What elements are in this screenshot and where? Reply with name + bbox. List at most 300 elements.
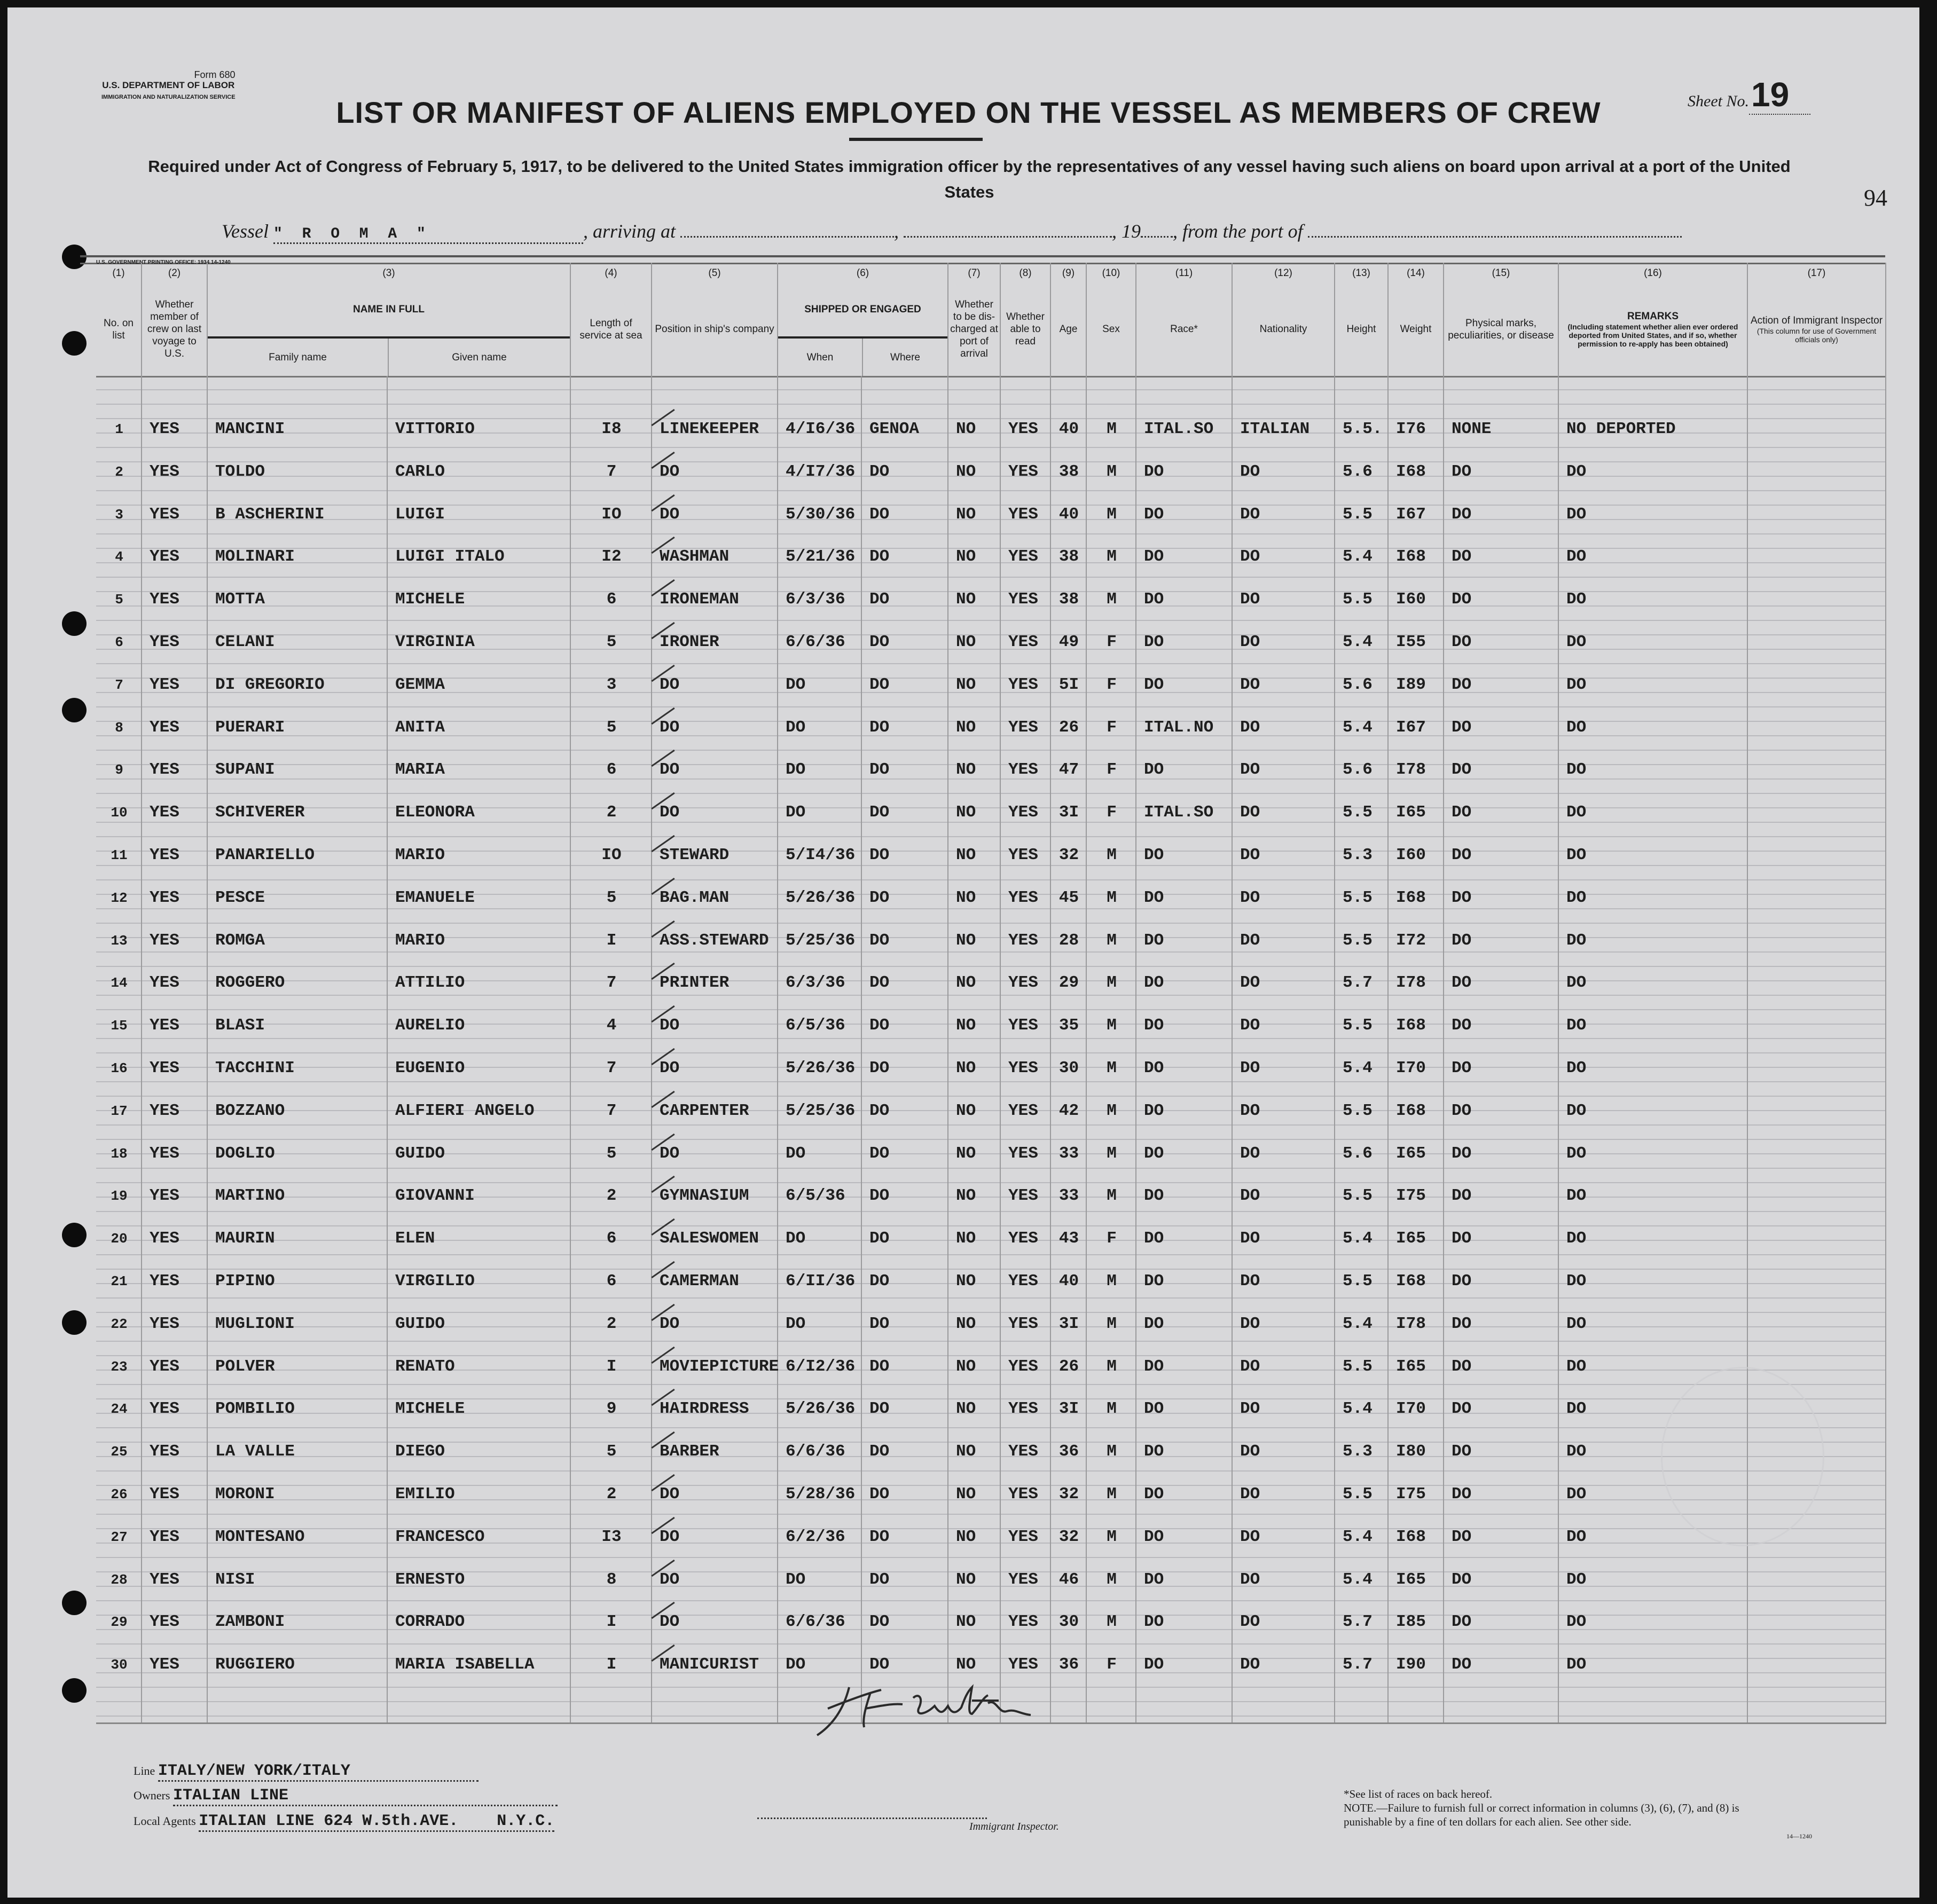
cell-nationality: DO [1240,931,1260,950]
cell-sex: M [1107,1399,1117,1419]
cell-age: 26 [1058,1357,1079,1376]
cell-physical-marks: DO [1452,1314,1472,1333]
cell-position: DO [660,1016,680,1035]
cell-race: DO [1144,1059,1164,1077]
cell-weight: I68 [1396,462,1426,481]
punch-hole [62,1678,87,1703]
cell-discharged: NO [956,760,976,780]
cell-length-of-service: 5 [606,1144,617,1163]
cell-shipped-where: DO [869,462,890,481]
cell-height: 5.7 [1343,1655,1373,1674]
cell-physical-marks: DO [1452,718,1472,737]
cell-physical-marks: DO [1452,1442,1472,1461]
column-header-discharged [948,263,1001,376]
cell-discharged: NO [956,803,976,822]
cell-crew-last-voyage: YES [150,1314,179,1333]
cell-inspector-action [1748,839,1886,871]
cell-given-name: MARIO [395,846,445,864]
inspector-signature-line [757,1818,987,1819]
cell-able-to-read: YES [1008,1059,1038,1077]
cell-height: 5.7 [1343,973,1373,993]
cell-crew-last-voyage: YES [150,590,179,609]
cell-length-of-service: 9 [606,1399,617,1419]
cell-weight: I68 [1396,1527,1426,1546]
cell-shipped-when: DO [786,1655,806,1674]
cell-family-name: PIPINO [215,1272,275,1291]
cell-position: MOVIEPICTURE [660,1357,779,1376]
cell-inspector-action [1748,1010,1886,1042]
cell-inspector-action [1748,541,1886,573]
cell-discharged: NO [956,1144,976,1163]
cell-race: DO [1144,1442,1164,1461]
cell-discharged: NO [956,675,976,694]
cell-physical-marks: DO [1452,1357,1472,1376]
cell-height: 5.6 [1343,760,1373,780]
cell-age: 29 [1058,973,1079,993]
cell-position: DO [660,1570,680,1589]
cell-sex: F [1107,1655,1117,1674]
cell-physical-marks: DO [1452,1399,1472,1419]
owners-field [134,1787,558,1806]
table-row [96,1223,1886,1255]
cell-age: 45 [1058,888,1079,907]
cell-age: 5I [1058,675,1079,694]
cell-race: DO [1144,590,1164,609]
column-number: (5) [708,267,721,279]
cell-nationality: DO [1240,760,1260,780]
cell-shipped-when: 6/6/36 [786,1612,845,1632]
cell-height: 5.3 [1343,846,1373,864]
cell-remarks: DO [1566,846,1587,864]
cell-crew-last-voyage: YES [150,462,179,481]
cell-row-number: 5 [115,592,123,608]
column-header-nationality [1233,263,1335,376]
cell-age: 42 [1058,1101,1079,1120]
cell-nationality: DO [1240,462,1260,481]
table-row [96,413,1886,445]
cell-nationality: DO [1240,1186,1260,1206]
column-number: (9) [1062,267,1075,279]
cell-given-name: RENATO [395,1357,455,1376]
cell-given-name: VIRGINIA [395,633,475,651]
cell-given-name: ANITA [395,718,445,737]
cell-row-number: 14 [111,975,128,992]
cell-position: DO [660,1527,680,1546]
cell-weight: I67 [1396,718,1426,737]
cell-race: DO [1144,1485,1164,1504]
cell-length-of-service: I8 [601,420,622,438]
cell-shipped-when: DO [786,1144,806,1163]
table-row [96,1180,1886,1212]
cell-able-to-read: YES [1008,633,1038,651]
cell-remarks: DO [1566,1016,1587,1035]
column-label: Age [1059,324,1078,335]
cell-given-name: GUIDO [395,1314,445,1333]
cell-row-number: 12 [111,890,128,906]
cell-race: DO [1144,846,1164,864]
cell-able-to-read: YES [1008,1612,1038,1632]
cell-sex: M [1107,1101,1117,1120]
cell-crew-last-voyage: YES [150,1442,179,1461]
column-number: (3) [382,267,395,279]
cell-shipped-where: DO [869,1357,890,1376]
cell-length-of-service: 6 [606,1229,617,1248]
cell-shipped-when: DO [786,675,806,694]
cell-shipped-when: DO [786,803,806,822]
cell-given-name: GIOVANNI [395,1186,475,1206]
cell-height: 5.4 [1343,547,1373,567]
cell-weight: I70 [1396,1059,1426,1077]
cell-position: DO [660,1485,680,1504]
cell-position: ASS.STEWARD [660,931,769,950]
cell-shipped-when: 6/2/36 [786,1527,845,1546]
cell-given-name: DIEGO [395,1442,445,1461]
cell-remarks: DO [1566,633,1587,651]
cell-row-number: 18 [111,1145,128,1162]
cell-height: 5.4 [1343,1570,1373,1589]
cell-crew-last-voyage: YES [150,505,179,524]
column-number: (15) [1492,267,1510,279]
column-subheader: Family name [208,339,389,376]
cell-weight: I68 [1396,1101,1426,1120]
crew-manifest-table [96,263,1886,1724]
department-name: U.S. DEPARTMENT OF LABOR [102,80,235,90]
cell-shipped-where: DO [869,1059,890,1077]
cell-weight: I70 [1396,1399,1426,1419]
cell-race: DO [1144,931,1164,950]
cell-length-of-service: I [606,1612,617,1632]
cell-physical-marks: DO [1452,1186,1472,1206]
cell-row-number: 16 [111,1060,128,1076]
service-name: IMMIGRATION AND NATURALIZATION SERVICE [101,94,236,100]
cell-sex: M [1107,1144,1117,1163]
cell-discharged: NO [956,1059,976,1077]
column-label: Sex [1102,324,1120,335]
column-label: Position in ship's company [655,324,774,335]
arriving-label: , arriving at [583,221,676,242]
cell-shipped-where: DO [869,1655,890,1674]
cell-row-number: 4 [115,549,123,565]
cell-nationality: DO [1240,1570,1260,1589]
cell-family-name: PUERARI [215,718,285,737]
cell-length-of-service: I [606,1655,617,1674]
cell-family-name: MARTINO [215,1186,285,1206]
cell-row-number: 20 [111,1231,128,1247]
punch-hole [62,331,87,356]
cell-remarks: DO [1566,1229,1587,1248]
cell-length-of-service: I3 [601,1527,622,1546]
cell-crew-last-voyage: YES [150,1612,179,1632]
cell-remarks: DO [1566,505,1587,524]
cell-position: LINEKEEPER [660,420,759,438]
cell-shipped-when: 6/II/36 [786,1272,856,1291]
table-row [96,1521,1886,1553]
cell-inspector-action [1748,1649,1886,1681]
cell-row-number: 28 [111,1571,128,1588]
cell-given-name: CARLO [395,462,445,481]
cell-nationality: DO [1240,803,1260,822]
cell-physical-marks: DO [1452,1570,1472,1589]
cell-nationality: DO [1240,633,1260,651]
cell-shipped-where: DO [869,1144,890,1163]
cell-able-to-read: YES [1008,973,1038,993]
cell-crew-last-voyage: YES [150,1229,179,1248]
page-title: LIST OR MANIFEST OF ALIENS EMPLOYED ON THE VESSEL AS MEMBERS OF CREW [336,96,1601,129]
cell-shipped-where: DO [869,1442,890,1461]
cell-remarks: DO [1566,1527,1587,1546]
column-label: Physical marks, peculiarities, or disease [1448,317,1554,341]
cell-length-of-service: 5 [606,888,617,907]
cell-shipped-when: 6/3/36 [786,590,845,609]
cell-crew-last-voyage: YES [150,1485,179,1504]
cell-weight: I80 [1396,1442,1426,1461]
cell-discharged: NO [956,590,976,609]
cell-given-name: EMANUELE [395,888,475,907]
cell-remarks: DO [1566,1570,1587,1589]
cell-length-of-service: 5 [606,1442,617,1461]
cell-weight: I65 [1396,1144,1426,1163]
cell-inspector-action [1748,1138,1886,1170]
cell-physical-marks: DO [1452,1527,1472,1546]
cell-sex: M [1107,1570,1117,1589]
table-row [96,1606,1886,1638]
cell-shipped-when: DO [786,718,806,737]
cell-crew-last-voyage: YES [150,760,179,780]
cell-inspector-action [1748,1052,1886,1084]
column-header-age [1051,263,1087,376]
cell-shipped-when: DO [786,1229,806,1248]
cell-able-to-read: YES [1008,1485,1038,1504]
cell-weight: I65 [1396,1229,1426,1248]
cell-remarks: DO [1566,888,1587,907]
cell-discharged: NO [956,633,976,651]
cell-sex: F [1107,675,1117,694]
column-note: (Including statement whether alien ever ordered deported from United States, and if so, whether permission to re-apply has been obtained) [1567,322,1738,348]
cell-nationality: DO [1240,1357,1260,1376]
cell-discharged: NO [956,1527,976,1546]
table-row [96,1095,1886,1127]
cell-crew-last-voyage: YES [150,1655,179,1674]
cell-physical-marks: DO [1452,505,1472,524]
table-row [96,712,1886,744]
cell-age: 3I [1058,1314,1079,1333]
column-label: Whether to be dis-charged at port of arrival [950,299,998,359]
cell-length-of-service: 2 [606,803,617,822]
cell-family-name: DOGLIO [215,1144,275,1163]
cell-shipped-when: 6/5/36 [786,1016,845,1035]
cell-height: 5.5 [1343,1485,1373,1504]
cell-age: 38 [1058,547,1079,567]
column-label: Nationality [1259,324,1307,335]
cell-family-name: MORONI [215,1485,275,1504]
cell-physical-marks: DO [1452,760,1472,780]
cell-discharged: NO [956,547,976,567]
cell-position: PRINTER [660,973,730,993]
cell-inspector-action [1748,754,1886,786]
cell-age: 38 [1058,462,1079,481]
cell-crew-last-voyage: YES [150,803,179,822]
footnote [1344,1787,1782,1829]
cell-inspector-action [1748,1308,1886,1340]
cell-sex: F [1107,1229,1117,1248]
cell-race: ITAL.SO [1144,420,1214,438]
cell-crew-last-voyage: YES [150,888,179,907]
cell-length-of-service: 7 [606,1059,617,1077]
cell-inspector-action [1748,967,1886,999]
cell-remarks: DO [1566,1612,1587,1632]
column-number: (1) [112,267,125,279]
cell-given-name: ELEN [395,1229,435,1248]
column-header-race [1136,263,1233,376]
column-label: No. on list [104,317,134,341]
cell-sex: M [1107,505,1117,524]
cell-inspector-action [1748,413,1886,445]
cell-given-name: VITTORIO [395,420,475,438]
embossed-seal [1661,1367,1824,1546]
cell-family-name: TACCHINI [215,1059,295,1077]
cell-discharged: NO [956,1655,976,1674]
cell-discharged: NO [956,462,976,481]
cell-race: DO [1144,1272,1164,1291]
column-header-sex [1087,263,1136,376]
cell-race: DO [1144,1570,1164,1589]
cell-remarks: NO DEPORTED [1566,420,1676,438]
cell-physical-marks: DO [1452,547,1472,567]
page-number: 94 [1864,185,1887,211]
table-body [96,376,1886,1724]
cell-shipped-when: 5/25/36 [786,931,856,950]
cell-shipped-where: DO [869,505,890,524]
cell-height: 5.5 [1343,1101,1373,1120]
cell-able-to-read: YES [1008,420,1038,438]
cell-given-name: EUGENIO [395,1059,465,1077]
cell-inspector-action [1748,797,1886,829]
column-number: (13) [1352,267,1370,279]
cell-discharged: NO [956,1272,976,1291]
cell-physical-marks: DO [1452,1016,1472,1035]
cell-height: 5.4 [1343,1527,1373,1546]
cell-discharged: NO [956,1399,976,1419]
column-subheader: Given name [452,351,507,363]
cell-sex: M [1107,1357,1117,1376]
cell-height: 5.4 [1343,1399,1373,1419]
column-header-name [208,263,571,376]
cell-row-number: 21 [111,1273,128,1289]
cell-remarks: DO [1566,1442,1587,1461]
cell-sex: M [1107,1272,1117,1291]
cell-sex: M [1107,888,1117,907]
cell-sex: M [1107,973,1117,993]
cell-given-name: CORRADO [395,1612,465,1632]
column-number: (2) [168,267,181,279]
table-row [96,797,1886,829]
cell-row-number: 26 [111,1486,128,1502]
cell-shipped-when: 6/3/36 [786,973,845,993]
cell-age: 3I [1058,1399,1079,1419]
cell-shipped-when: 5/28/36 [786,1485,856,1504]
cell-race: DO [1144,1144,1164,1163]
cell-able-to-read: YES [1008,1314,1038,1333]
table-row [96,669,1886,701]
column-note: (This column for use of Government officials only) [1756,327,1877,344]
cell-height: 5.7 [1343,1612,1373,1632]
from-port-label: , from the port of [1173,221,1303,242]
cell-shipped-where: DO [869,1101,890,1120]
cell-shipped-when: 6/6/36 [786,1442,845,1461]
cell-remarks: DO [1566,1485,1587,1504]
cell-able-to-read: YES [1008,1570,1038,1589]
column-header-inspector-action [1748,263,1886,376]
cell-crew-last-voyage: YES [150,718,179,737]
cell-weight: I65 [1396,1570,1426,1589]
cell-race: DO [1144,888,1164,907]
cell-inspector-action [1748,626,1886,658]
cell-remarks: DO [1566,462,1587,481]
cell-able-to-read: YES [1008,888,1038,907]
cell-position: CARPENTER [660,1101,749,1120]
column-number: (10) [1102,267,1120,279]
cell-nationality: DO [1240,1655,1260,1674]
cell-race: DO [1144,633,1164,651]
cell-able-to-read: YES [1008,846,1038,864]
cell-physical-marks: DO [1452,803,1472,822]
cell-sex: M [1107,1442,1117,1461]
cell-sex: M [1107,462,1117,481]
cell-remarks: DO [1566,1272,1587,1291]
agents-label: Local Agents [134,1814,196,1828]
cell-age: 32 [1058,846,1079,864]
cell-shipped-when: 5/26/36 [786,888,856,907]
cell-shipped-where: DO [869,888,890,907]
cell-discharged: NO [956,1101,976,1120]
cell-height: 5.4 [1343,1229,1373,1248]
cell-crew-last-voyage: YES [150,1101,179,1120]
column-header-height [1335,263,1389,376]
cell-family-name: PESCE [215,888,265,907]
cell-position: DO [660,462,680,481]
cell-nationality: DO [1240,1442,1260,1461]
cell-family-name: LA VALLE [215,1442,295,1461]
cell-sex: M [1107,590,1117,609]
cell-inspector-action [1748,584,1886,616]
cell-height: 5.4 [1343,1314,1373,1333]
cell-remarks: DO [1566,1655,1587,1674]
cell-height: 5.5 [1343,1016,1373,1035]
cell-weight: I60 [1396,590,1426,609]
cell-crew-last-voyage: YES [150,1016,179,1035]
column-header-crew-last-voyage [142,263,208,376]
column-label: Weight [1400,324,1432,335]
cell-physical-marks: DO [1452,1272,1472,1291]
cell-remarks: DO [1566,1357,1587,1376]
cell-able-to-read: YES [1008,1527,1038,1546]
column-label: NAME IN FULL [208,282,570,339]
cell-able-to-read: YES [1008,1399,1038,1419]
cell-physical-marks: DO [1452,888,1472,907]
column-label: REMARKS [1627,311,1679,322]
cell-height: 5.5 [1343,931,1373,950]
cell-family-name: TOLDO [215,462,265,481]
cell-nationality: DO [1240,1144,1260,1163]
line-value: ITALY/NEW YORK/ITALY [158,1762,479,1782]
cell-family-name: MONTESANO [215,1527,305,1546]
cell-inspector-action [1748,1606,1886,1638]
cell-shipped-where: DO [869,633,890,651]
cell-family-name: DI GREGORIO [215,675,325,694]
cell-discharged: NO [956,1186,976,1206]
table-row [96,541,1886,573]
cell-crew-last-voyage: YES [150,1527,179,1546]
